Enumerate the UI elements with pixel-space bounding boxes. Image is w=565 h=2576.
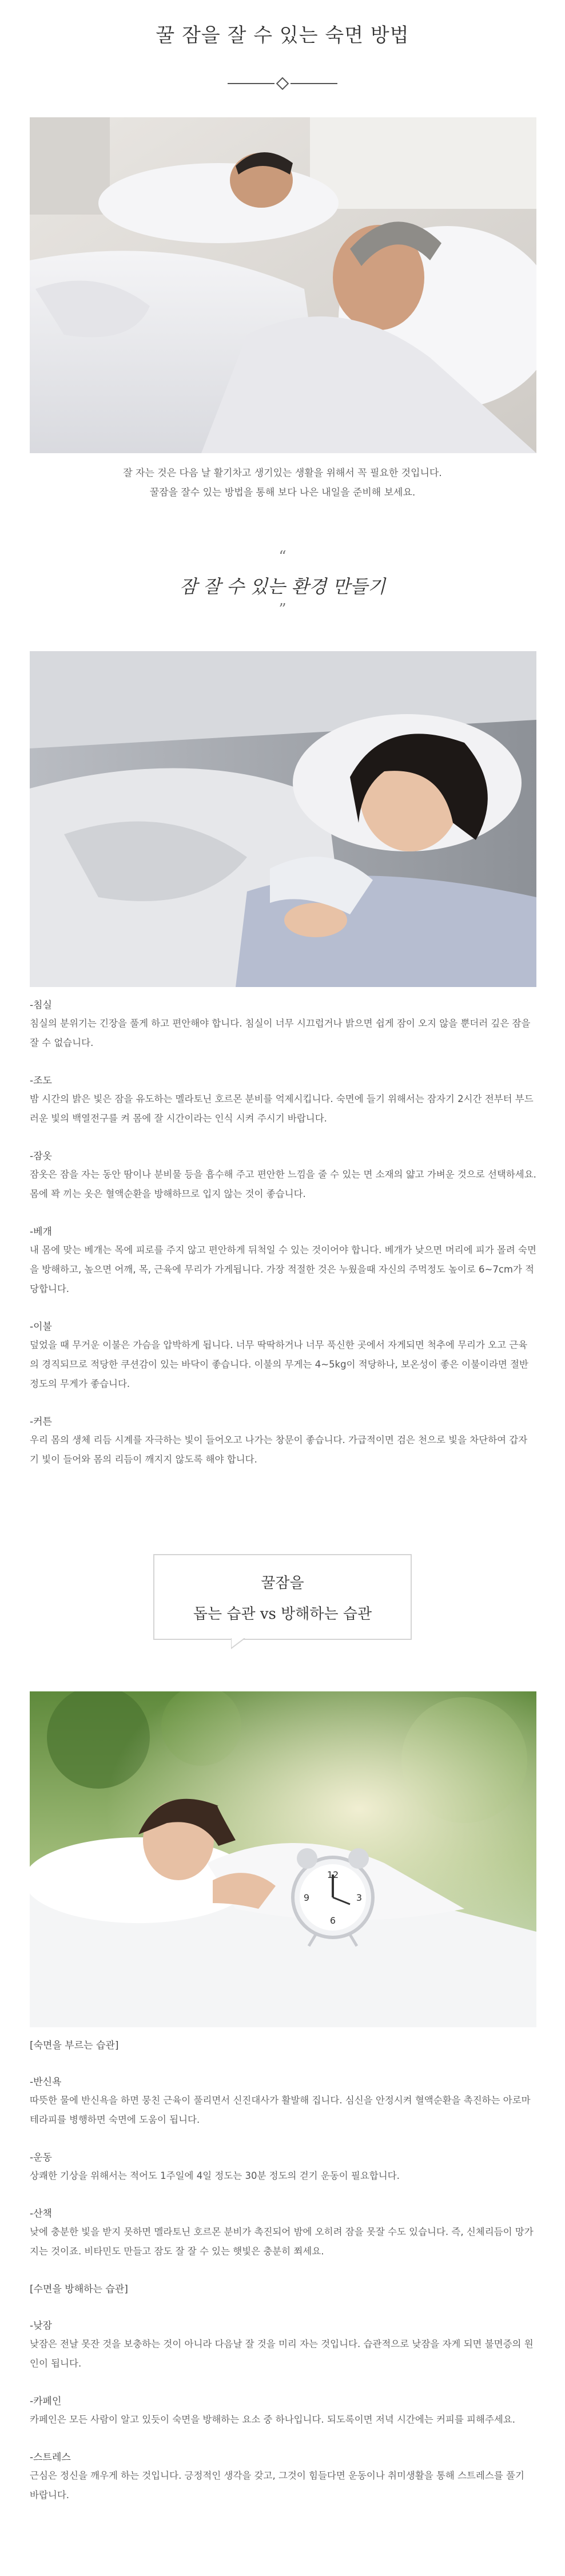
- tip-text: 내 몸에 맞는 베개는 목에 피로를 주지 않고 편안하게 뒤척일 수 있는 것이어야 합니다. 베개가 낮으면 머리에 피가 몰려 숙면을 방해하고, 높으면 어깨, 목, 근육에 무리가 가게됩니다. 가장 적절한 것은 누웠을때 자신의 주먹정도 높이로 6~7cm가 적당합니다.: [30, 1245, 536, 1294]
- tip-text: 밤 시간의 밝은 빛은 잠을 유도하는 멜라토닌 호르몬 분비를 억제시킵니다. 숙면에 들기 위해서는 잠자기 2시간 전부터 부드러운 빛의 백열전구를 켜 몸에 잘 시간이라는 인식 시켜 주시기 바랍니다.: [30, 1093, 534, 1124]
- tip-text: 상쾌한 기상을 위해서는 적어도 1주일에 4일 정도는 30분 정도의 걷기 운동이 필요합니다.: [30, 2170, 400, 2181]
- tip-text: 잠옷은 잠을 자는 동안 땀이나 분비물 등을 흡수해 주고 편안한 느낌을 줄 수 있는 면 소재의 얇고 가벼운 것으로 선택하세요. 몸에 꽉 끼는 옷은 혈액순환을 방해하므로 입지 않는 것이 좋습니다.: [30, 1169, 536, 1199]
- tip-text: 카페인은 모든 사람이 알고 있듯이 숙면을 방해하는 요소 중 하나입니다. 되도록이면 저녁 시간에는 커피를 피해주세요.: [30, 2414, 515, 2425]
- tip-blanket: [30, 1318, 536, 1394]
- tip-heading: -산책: [30, 2208, 52, 2220]
- tip-text: 침실의 분위기는 긴장을 풀게 하고 편안해야 합니다. 침실이 너무 시끄럽거나 밝으면 쉽게 잠이 오지 않을 뿐더러 깊은 잠을 잘 수 없습니다.: [30, 1018, 531, 1048]
- clock-numeral: 12: [327, 1869, 339, 1880]
- tip-heading: -커튼: [30, 1416, 52, 1428]
- tip-heading: -낮잠: [30, 2320, 52, 2332]
- photo-woman-sleeping: [30, 651, 536, 987]
- tip-bedroom: [30, 997, 536, 1053]
- tip-heading: -조도: [30, 1075, 52, 1087]
- photo-couple-sleeping: [30, 117, 536, 453]
- tip-text: 낮잠은 전날 못잔 것을 보충하는 것이 아니라 다음날 잘 것을 미리 자는 것입니다. 습관적으로 낮잠을 자게 되면 불면증의 원인이 됩니다.: [30, 2339, 534, 2369]
- tip-exercise: [30, 2149, 536, 2186]
- intro-line-1: 잘 자는 것은 다음 날 활기차고 생기있는 생활을 위해서 꼭 필요한 것입니다.: [123, 467, 442, 479]
- tip-heading: -베개: [30, 1226, 52, 1238]
- tip-pillow: [30, 1223, 536, 1299]
- tip-lighting: [30, 1072, 536, 1128]
- tip-walk: [30, 2205, 536, 2261]
- tip-text: 덮었을 때 무거운 이불은 가슴을 압박하게 됩니다. 너무 딱딱하거나 너무 푹신한 곳에서 자게되면 척추에 무리가 오고 근육의 경직되므로 적당한 쿠션감이 있는 바닥이 좋습니다. 이불의 무게는 4~5kg이 적당하나, 보온성이 좋은 이불이라면 절반정도의 무게가 좋습니다.: [30, 1339, 528, 1389]
- good-habits-label: [숙면을 부르는 습관]: [30, 2040, 119, 2051]
- section-title-environment: 잠 잘 수 있는 환경 만들기: [180, 576, 385, 597]
- tip-text: 낮에 충분한 빛을 받지 못하면 멜라토닌 호르몬 분비가 촉진되어 밤에 오히려 잠을 못잘 수도 있습니다. 즉, 신체리듬이 망가지는 것이죠. 비타민도 만들고 잠도 잘 잘 수 있는 햇빛은 충분히 쬐세요.: [30, 2226, 534, 2257]
- bubble-line-2: 돕는 습관 vs 방해하는 습관: [193, 1606, 372, 1623]
- divider-line-right: [291, 83, 337, 84]
- quote-close-icon: ”: [278, 601, 287, 618]
- tip-nap: [30, 2317, 536, 2373]
- tip-heading: -운동: [30, 2152, 52, 2163]
- tip-text: 근심은 정신을 깨우게 하는 것입니다. 긍정적인 생각을 갖고, 그것이 힘들다면 운동이나 취미생활을 통해 스트레스를 풀기 바랍니다.: [30, 2470, 524, 2500]
- bubble-tail: [231, 1638, 246, 1650]
- tip-heading: -반신욕: [30, 2076, 62, 2088]
- bad-habits-label: [수면을 방해하는 습관]: [30, 2284, 128, 2295]
- divider-line-left: [228, 83, 274, 84]
- intro-line-2: 꿀잠을 잘수 있는 방법을 통해 보다 나은 내일을 준비해 보세요.: [149, 487, 416, 498]
- habit-tips: [30, 2037, 536, 2505]
- clock-numeral: 9: [303, 1892, 310, 1903]
- tip-heading: -스트레스: [30, 2452, 71, 2463]
- tip-heading: -침실: [30, 1000, 52, 1011]
- bubble-line-1: 꿀잠을: [261, 1575, 304, 1592]
- title-divider: [228, 78, 337, 89]
- environment-tips: [30, 997, 536, 1469]
- clock-numeral: 6: [329, 1915, 336, 1926]
- tip-pajamas: [30, 1148, 536, 1204]
- tip-curtain: [30, 1413, 536, 1469]
- tip-heading: -카페인: [30, 2396, 62, 2407]
- habits-speech-bubble: [153, 1554, 412, 1640]
- diamond-icon: [276, 77, 289, 90]
- tip-half-bath: [30, 2074, 536, 2130]
- tip-stress: [30, 2449, 536, 2505]
- page-title: 꿀 잠을 잘 수 있는 숙면 방법: [156, 24, 409, 47]
- quote-open-icon: “: [278, 548, 287, 565]
- tip-heading: -이불: [30, 1321, 52, 1333]
- tip-caffeine: [30, 2393, 536, 2430]
- tip-text: 우리 몸의 생체 리듬 시계를 자극하는 빛이 들어오고 나가는 창문이 좋습니다. 가급적이면 검은 천으로 빛을 차단하여 갑자기 빛이 들어와 몸의 리듬이 깨지지 않도록 해야 합니다.: [30, 1434, 528, 1465]
- photo-woman-alarm-clock: [30, 1691, 536, 2027]
- tip-heading: -잠옷: [30, 1151, 52, 1162]
- tip-text: 따뜻한 물에 반신욕을 하면 뭉친 근육이 풀리면서 신진대사가 활발해 집니다. 심신을 안정시켜 혈액순환을 촉진하는 아로마테라피를 병행하면 숙면에 도움이 됩니다.: [30, 2095, 531, 2125]
- clock-numeral: 3: [356, 1892, 363, 1903]
